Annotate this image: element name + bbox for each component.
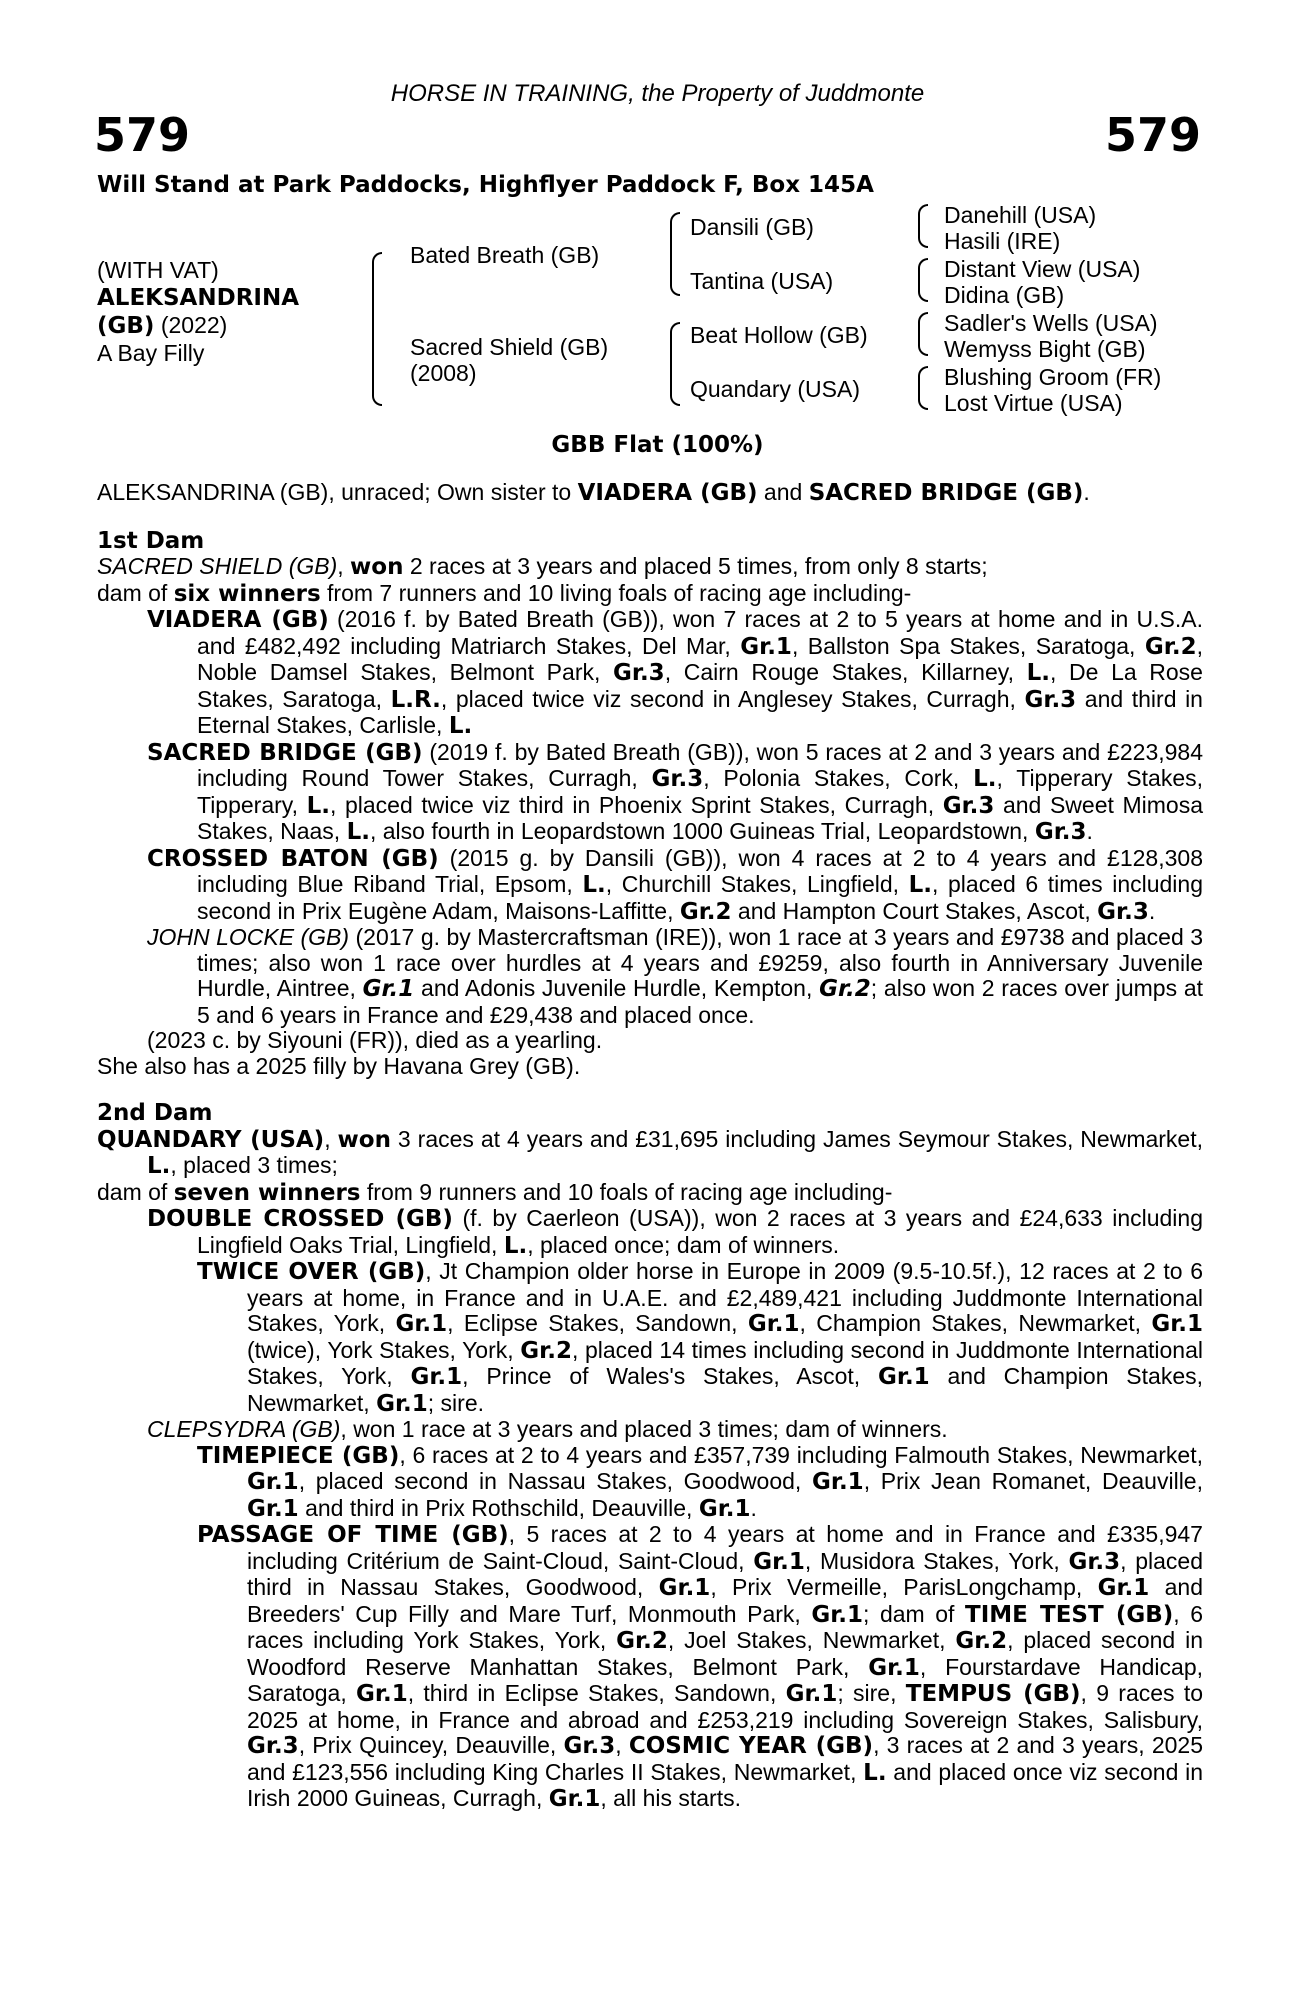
produce-john-locke: JOHN LOCKE (GB) (2017 g. by Mastercraftsman (IRE)), won 1 race at 3 years and £9738 and placed 3 times; also won 1 race over hurdles at 4 years and £9259, also fourth in Anniversary Juvenile Hurdle, Aintree, Gr.1 and Adonis Juvenile Hurdle, Kempton, Gr.2; also won 2 races over jumps at 5 and 6 years in France and £29,438 and placed once. bbox=[147, 924, 1204, 1028]
intro-line: ALEKSANDRINA (GB), unraced; Own sister to VIADERA (GB) and SACRED BRIDGE (GB). bbox=[97, 479, 1090, 506]
produce-double-crossed: DOUBLE CROSSED (GB) (f. by Caerleon (USA)), won 2 races at 3 years and £24,633 including Lingfield Oaks Trial, Lingfield, L., placed once; dam of winners. bbox=[147, 1205, 1203, 1259]
pedigree-brace-ds bbox=[918, 312, 928, 356]
pedigree-dam-year: (2008) bbox=[410, 360, 477, 386]
produce-twice-over: TWICE OVER (GB), Jt Champion older horse in Europe in 2009 (9.5-10.5f.), 12 races at 2 to 6 years at home, in France and in U.A.E. and £2,489,421 including Juddmonte International Stakes, York, Gr.1, Eclipse Stakes, Sandown, Gr.1, Champion Stakes, Newmarket, Gr.1 (twice), York Stakes, York, Gr.2, placed 14 times including second in Juddmonte International Stakes, York, Gr.1, Prince of Wales's Stakes, Ascot, Gr.1 and Champion Stakes, Newmarket, Gr.1; sire. bbox=[197, 1258, 1204, 1417]
pedigree-sire: Bated Breath (GB) bbox=[410, 242, 600, 268]
pedigree-dsd: Wemyss Bight (GB) bbox=[944, 336, 1146, 362]
produce-viadera: VIADERA (GB) (2016 f. by Bated Breath (GB)), won 7 races at 2 to 5 years at home and in U.S.A. and £482,492 including Matriarch Stakes, Del Mar, Gr.1, Ballston Spa Stakes, Saratoga, Gr.2, Noble Damsel Stakes, Belmont Park, Gr.3, Cairn Rouge Stakes, Killarney, L., De La Rose Stakes, Saratoga, L.R., placed twice viz second in Anglesey Stakes, Curragh, Gr.3 and third in Eternal Stakes, Carlisle, L. bbox=[147, 606, 1203, 739]
produce-siyouni-colt: (2023 c. by Siyouni (FR)), died as a yearling. bbox=[147, 1027, 603, 1053]
pedigree-dam-name: Sacred Shield (GB) bbox=[410, 334, 609, 360]
pedigree-brace-sire bbox=[670, 212, 680, 296]
horse-description: A Bay Filly bbox=[97, 340, 205, 366]
pedigree-brace-sd bbox=[918, 258, 928, 302]
produce-2025-filly: She also has a 2025 filly by Havana Grey (GB). bbox=[97, 1052, 581, 1079]
pedigree-dds: Blushing Groom (FR) bbox=[944, 364, 1162, 390]
pedigree-ddd: Lost Virtue (USA) bbox=[944, 390, 1123, 416]
horse-country: (GB) bbox=[97, 313, 155, 339]
horse-year: (2022) bbox=[154, 312, 228, 338]
pedigree-sire-dam: Tantina (USA) bbox=[690, 268, 834, 294]
pedigree-ssd: Hasili (IRE) bbox=[944, 228, 1061, 254]
pedigree-dam-dam: Quandary (USA) bbox=[690, 376, 861, 402]
pedigree-dam-sire: Beat Hollow (GB) bbox=[690, 322, 868, 348]
produce-passage-of-time: PASSAGE OF TIME (GB), 5 races at 2 to 4 years at home and in France and £335,947 including Critérium de Saint-Cloud, Saint-Cloud, Gr.1, Musidora Stakes, York, Gr.3, placed third in Nassau Stakes, Goodwood, Gr.1, Prix Vermeille, ParisLongchamp, Gr.1 and Breeders' Cup Filly and Mare Turf, Monmouth Park, Gr.1; dam of TIME TEST (GB), 6 races including York Stakes, York, Gr.2, Joel Stakes, Newmarket, Gr.2, placed second in Woodford Reserve Manhattan Stakes, Belmont Park, Gr.1, Fourstardave Handicap, Saratoga, Gr.1, third in Eclipse Stakes, Sandown, Gr.1; sire, TEMPUS (GB), 9 races to 2025 at home, in France and abroad and £253,219 including Sovereign Stakes, Salisbury, Gr.3, Prix Quincey, Deauville, Gr.3, COSMIC YEAR (GB), 3 races at 2 and 3 years, 2025 and £123,556 including King Charles II Stakes, Newmarket, L. and placed once viz second in Irish 2000 Guineas, Curragh, Gr.1, all his starts. bbox=[197, 1521, 1204, 1812]
first-dam-heading: 1st Dam bbox=[97, 527, 205, 554]
first-dam-summary: SACRED SHIELD (GB), won 2 races at 3 years and placed 5 times, from only 8 starts; bbox=[97, 553, 988, 580]
pedigree-brace-ss bbox=[918, 204, 928, 248]
gbb-status: GBB Flat (100%) bbox=[551, 432, 764, 458]
pedigree-dam bbox=[410, 334, 608, 386]
lot-number-right: 579 bbox=[1104, 108, 1201, 162]
first-dam-produce-summary: dam of six winners from 7 runners and 10 living foals of racing age including- bbox=[97, 579, 912, 607]
catalogue-body bbox=[97, 480, 1203, 1813]
second-dam-summary: QUANDARY (USA), won 3 races at 4 years and £31,695 including James Seymour Stakes, Newmarket, L., placed 3 times; bbox=[97, 1125, 1204, 1179]
produce-clepsydra: CLEPSYDRA (GB), won 1 race at 3 years and placed 3 times; dam of winners. bbox=[147, 1416, 948, 1442]
second-dam-heading: 2nd Dam bbox=[97, 1100, 213, 1126]
pedigree-dss: Sadler's Wells (USA) bbox=[944, 310, 1158, 336]
lot-number-left: 579 bbox=[94, 108, 191, 162]
page-header: HORSE IN TRAINING, the Property of Juddmonte bbox=[390, 80, 925, 107]
pedigree-brace-main bbox=[372, 252, 382, 406]
horse-name: ALEKSANDRINA bbox=[97, 285, 300, 311]
produce-sacred-bridge: SACRED BRIDGE (GB) (2019 f. by Bated Breath (GB)), won 5 races at 2 and 3 years and £223,984 including Round Tower Stakes, Curragh, Gr.3, Polonia Stakes, Cork, L., Tipperary Stakes, Tipperary, L., placed twice viz third in Phoenix Sprint Stakes, Curragh, Gr.3 and Sweet Mimosa Stakes, Naas, L., also fourth in Leopardstown 1000 Guineas Trial, Leopardstown, Gr.3. bbox=[147, 738, 1204, 845]
pedigree-brace-dam bbox=[670, 322, 680, 406]
pedigree-brace-dd bbox=[918, 366, 928, 410]
pedigree-sdd: Didina (GB) bbox=[944, 282, 1065, 308]
horse-info bbox=[97, 257, 299, 367]
second-dam-produce-summary: dam of seven winners from 9 runners and 10 foals of racing age including- bbox=[97, 1178, 893, 1206]
produce-crossed-baton: CROSSED BATON (GB) (2015 g. by Dansili (GB)), won 4 races at 2 to 4 years and £128,308 including Blue Riband Trial, Epsom, L., Churchill Stakes, Lingfield, L., placed 6 times including second in Prix Eugène Adam, Maisons-Laffitte, Gr.2 and Hampton Court Stakes, Ascot, Gr.3. bbox=[147, 844, 1203, 925]
stand-location: Will Stand at Park Paddocks, Highflyer Paddock F, Box 145A bbox=[97, 172, 874, 198]
produce-timepiece: TIMEPIECE (GB), 6 races at 2 to 4 years and £357,739 including Falmouth Stakes, Newmarket, Gr.1, placed second in Nassau Stakes, Goodwood, Gr.1, Prix Jean Romanet, Deauville, Gr.1 and third in Prix Rothschild, Deauville, Gr.1. bbox=[197, 1441, 1203, 1522]
pedigree-sire-sire: Dansili (GB) bbox=[690, 214, 814, 240]
vat-label: (WITH VAT) bbox=[97, 257, 219, 283]
pedigree-sds: Distant View (USA) bbox=[944, 256, 1141, 282]
pedigree-sss: Danehill (USA) bbox=[944, 202, 1097, 228]
